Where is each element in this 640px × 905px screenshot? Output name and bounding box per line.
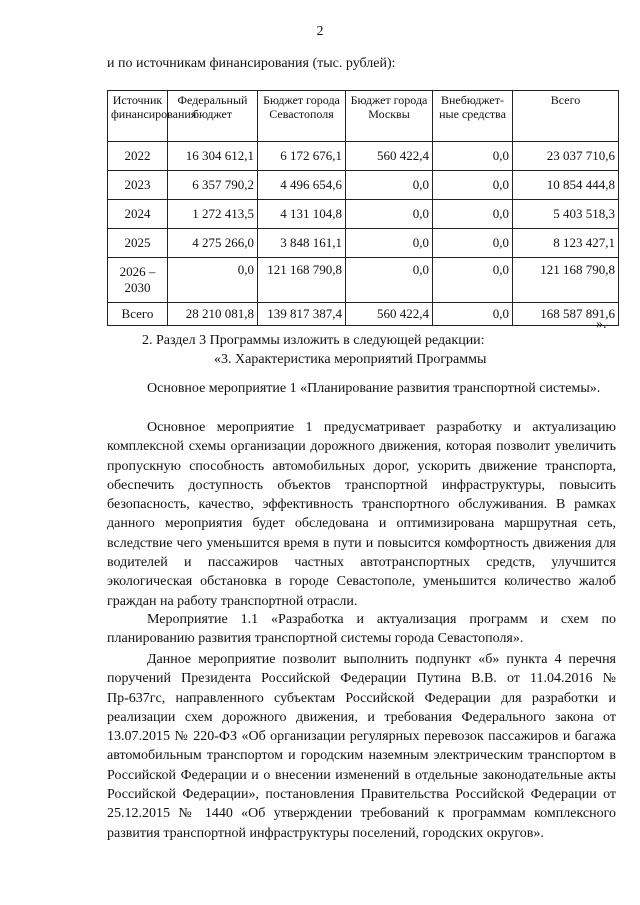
row-label: 2023 bbox=[108, 171, 168, 200]
cell-federal: 1 272 413,5 bbox=[168, 200, 258, 229]
financing-table bbox=[107, 90, 619, 326]
cell-sevastopol: 3 848 161,1 bbox=[258, 229, 346, 258]
cell-total: 168 587 891,6 bbox=[513, 303, 619, 326]
cell-total: 121 168 790,8 bbox=[513, 258, 619, 303]
header-sevastopol: Бюджет города Севастополя bbox=[258, 91, 346, 142]
cell-moscow: 0,0 bbox=[346, 229, 433, 258]
cell-extrabudgetary: 0,0 bbox=[433, 258, 513, 303]
header-extrabudgetary: Внебюджет-ные средства bbox=[433, 91, 513, 142]
cell-federal: 16 304 612,1 bbox=[168, 142, 258, 171]
table-row bbox=[108, 229, 619, 258]
table-row bbox=[108, 142, 619, 171]
table-header-row bbox=[108, 91, 619, 142]
header-federal: Федеральный бюджет bbox=[168, 91, 258, 142]
row-label: 2026 – 2030 bbox=[108, 258, 168, 303]
closing-quote: ». bbox=[596, 317, 607, 332]
cell-total: 10 854 444,8 bbox=[513, 171, 619, 200]
paragraph-activity-1-1-description: Данное мероприятие позволит выполнить подпункт «б» пункта 4 перечня поручений Президента Российской Федерации Путина В.В. от 11.04.2016 № Пр-637гс, направленного субъектам Российской Федерации для разработки и реализации схем дорожного движения, и требования Федерального закона от 13.07.2015 № 220-ФЗ «Об организации регулярных перевозок пассажиров и багажа автомобильным транспортом и городским наземным электрическим транспортом в Российской Федерации и о внесении изменений в отдельные законодательные акты Российской Федерации», постановления Правительства Российской Федерации от 25.12.2015 № 1440 «Об утверждении требований к программам комплексного развития транспортной инфраструктуры поселений, городских округов». bbox=[107, 652, 616, 841]
paragraph-main-activity-description: Основное мероприятие 1 предусматривает разработку и актуализацию комплексной схемы организации дорожного движения, которая позволит увеличить пропускную способность автомобильных дорог, ускорить движение транспорта, обеспечить доступность объектов транспортной инфраструктуры, повысить безопасность, качество, эффективность транспортного обслуживания. В рамках данного мероприятия будет обследована и оптимизирована маршрутная сеть, вследствие чего уменьшится время в пути и повысится комфортность движения для водителей и пассажиров частных автотранспортных средств, улучшится экологическая обстановка в городе Севастополе, уменьшится количество жалоб граждан на работу транспортной отрасли. bbox=[107, 420, 616, 609]
cell-moscow: 0,0 bbox=[346, 200, 433, 229]
header-total: Всего bbox=[513, 91, 619, 142]
cell-extrabudgetary: 0,0 bbox=[433, 171, 513, 200]
row-label: 2024 bbox=[108, 200, 168, 229]
paragraph-main-activity-title: Основное мероприятие 1 «Планирование развития транспортной системы». bbox=[147, 381, 601, 396]
cell-moscow: 0,0 bbox=[346, 171, 433, 200]
cell-sevastopol: 4 131 104,8 bbox=[258, 200, 346, 229]
cell-federal: 4 275 266,0 bbox=[168, 229, 258, 258]
cell-sevastopol: 6 172 676,1 bbox=[258, 142, 346, 171]
table-row bbox=[108, 200, 619, 229]
cell-federal: 28 210 081,8 bbox=[168, 303, 258, 326]
table-row bbox=[108, 258, 619, 303]
cell-sevastopol: 121 168 790,8 bbox=[258, 258, 346, 303]
header-moscow: Бюджет города Москвы bbox=[346, 91, 433, 142]
cell-sevastopol: 139 817 387,4 bbox=[258, 303, 346, 326]
cell-total: 8 123 427,1 bbox=[513, 229, 619, 258]
row-label: 2022 bbox=[108, 142, 168, 171]
cell-total: 5 403 518,3 bbox=[513, 200, 619, 229]
section-title: «3. Характеристика мероприятий Программы bbox=[214, 352, 487, 367]
cell-moscow: 560 422,4 bbox=[346, 303, 433, 326]
paragraph-activity-1-1-title: Мероприятие 1.1 «Разработка и актуализация программ и схем по планированию развития транспортной системы города Севастополя». bbox=[107, 612, 616, 647]
cell-sevastopol: 4 496 654,6 bbox=[258, 171, 346, 200]
cell-federal: 0,0 bbox=[168, 258, 258, 303]
intro-text: и по источникам финансирования (тыс. рублей): bbox=[107, 56, 396, 71]
cell-extrabudgetary: 0,0 bbox=[433, 229, 513, 258]
header-source: Источник финансирования bbox=[108, 91, 168, 142]
page-number: 2 bbox=[316, 24, 324, 39]
cell-total: 23 037 710,6 bbox=[513, 142, 619, 171]
cell-moscow: 560 422,4 bbox=[346, 142, 433, 171]
amendment-instruction: 2. Раздел 3 Программы изложить в следующей редакции: bbox=[142, 333, 485, 348]
cell-federal: 6 357 790,2 bbox=[168, 171, 258, 200]
cell-extrabudgetary: 0,0 bbox=[433, 303, 513, 326]
table-total-row bbox=[108, 303, 619, 326]
cell-extrabudgetary: 0,0 bbox=[433, 200, 513, 229]
cell-extrabudgetary: 0,0 bbox=[433, 142, 513, 171]
row-label: Всего bbox=[108, 303, 168, 326]
row-label: 2025 bbox=[108, 229, 168, 258]
cell-moscow: 0,0 bbox=[346, 258, 433, 303]
table-row bbox=[108, 171, 619, 200]
